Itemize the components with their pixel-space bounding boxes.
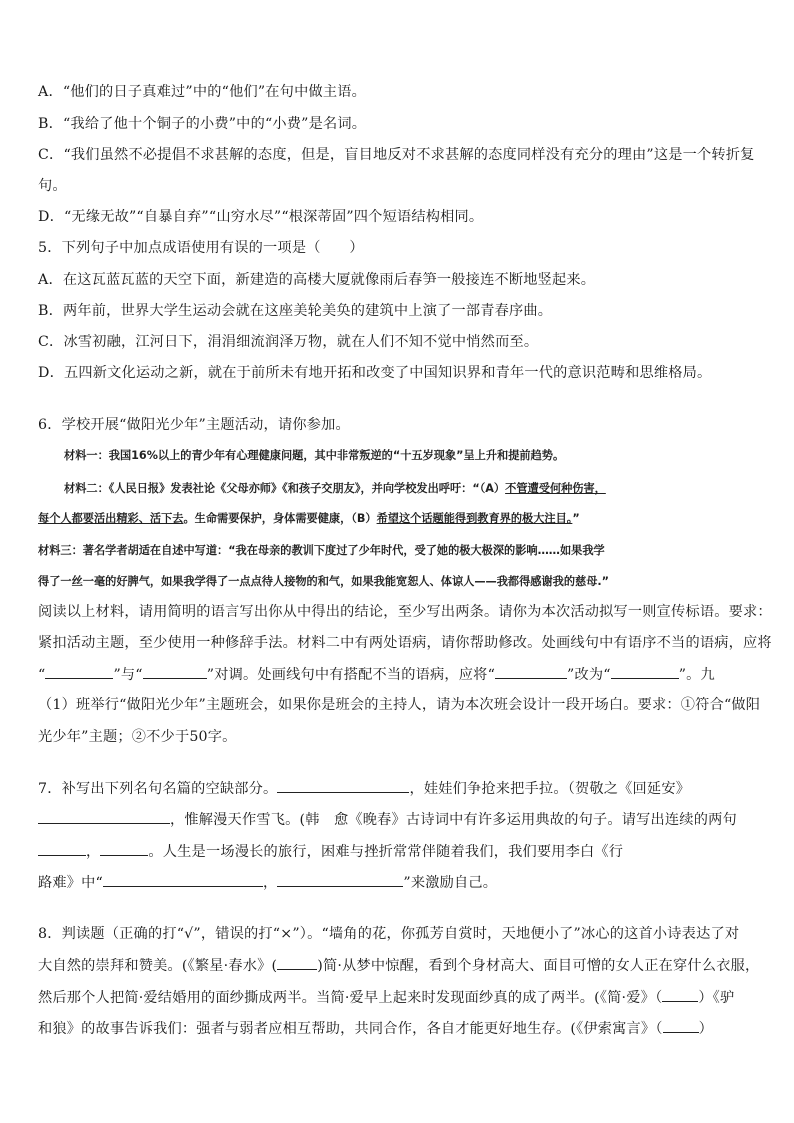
q8-line2: 大自然的崇拜和赞美。(《繁星·春水》( )简·从梦中惊醒，看到个身材高大、面目可憎的女人正在穿什么衣服， (38, 955, 759, 976)
q6-task-line1: 阅读以上材料，请用简明的语言写出你从中得出的结论，至少写出两条。请你为本次活动拟写一则宣传标语。要求： (38, 604, 772, 620)
q6-task-line5: 光少年”主题；②不少于50字。 (38, 729, 237, 745)
answer-blank[interactable] (277, 778, 409, 793)
q7-line3: ， 。人生是一场漫长的旅行，困难与挫折常常伴随着我们，我们要用李白《行 (38, 841, 623, 862)
answer-blank[interactable] (611, 664, 679, 679)
q7-line4: 路难》中“ ， ”来激励自己。 (38, 872, 497, 893)
q6-stem: 6．学校开展“做阳光少年”主题活动，请你参加。 (38, 417, 350, 433)
answer-blank[interactable] (495, 664, 567, 679)
answer-blank[interactable] (277, 955, 317, 970)
answer-blank[interactable] (663, 1018, 699, 1033)
material-three: 材料三：著名学者胡适在自述中写道：“我在母亲的教训下度过了少年时代，受了她的极大极深的影响……如果我学 (38, 544, 605, 557)
q7-line1: 7．补写出下列名句名篇的空缺部分。 ，娃娃们争抢来把手拉。（贺敬之《回延安》 (38, 778, 690, 799)
q8-line4: 和狼》的故事告诉我们：强者与弱者应相互帮助，共同合作，各自才能更好地生存。(《伊索寓言》（ ） (38, 1018, 713, 1039)
q5-option-d: D．五四新文化运动之新，就在于前所未有地开拓和改变了中国知识界和青年一代的意识范畴和思维格局。 (38, 365, 712, 381)
underlined-sentence-a1: 不管遭受何种伤害， (505, 482, 606, 495)
q4-option-a: A．“他们的日子真难过”中的“他们”在句中做主语。 (38, 84, 367, 100)
q5-option-a: A．在这瓦蓝瓦蓝的天空下面，新建造的高楼大厦就像雨后春笋一般接连不断地竖起来。 (38, 272, 596, 288)
answer-blank[interactable] (38, 841, 86, 856)
material-two-mid: 。生命需要保护，身体需要健康，（B） (183, 512, 377, 525)
q6-task-line4: （1）班举行“做阳光少年”主题班会，如果你是班会的主持人，请为本次班会设计一段开场白。要求：①符合“做阳 (38, 697, 761, 713)
q5-option-c: C．冰雪初融，江河日下，涓涓细流润泽万物，就在人们不知不觉中悄然而至。 (38, 334, 539, 350)
material-three-cont: 得了一丝一毫的好脾气，如果我学得了一点点待人接物的和气，如果我能宽恕人、体谅人——我都得感谢我的慈母.” (38, 575, 609, 588)
q5-option-b: B．两年前，世界大学生运动会就在这座美轮美奂的建筑中上演了一部青春序曲。 (38, 303, 553, 319)
underlined-sentence-a2: 每个人都要活出精彩、活下去 (38, 512, 184, 525)
q6-task-line2: 紧扣活动主题，至少使用一种修辞手法。材料二中有两处语病，请你帮助修改。处画线句中有语序不当的语病，应将 (38, 635, 772, 651)
answer-blank[interactable] (143, 664, 207, 679)
answer-blank[interactable] (103, 872, 263, 887)
material-one: 材料一：我国16%以上的青少年有心理健康问题，其中非常叛逆的“十五岁现象”呈上升和提前趋势。 (64, 449, 565, 462)
q8-line1: 8．判读题（正确的打“√”，错误的打“×”）。“墙角的花，你孤芳自赏时，天地便小了”冰心的这首小诗表达了对 (38, 926, 740, 942)
q4-option-b: B．“我给了他十个铜子的小费”中的“小费”是名词。 (38, 116, 367, 132)
answer-blank[interactable] (277, 872, 403, 887)
q8-line3: 然后那个人把简·爱结婚用的面纱撕成两半。当简·爱早上起来时发现面纱真的成了两半。(《简·爱》（ ）《驴 (38, 987, 734, 1008)
q7-line2: ，惟解漫天作雪飞。(韩 愈《晚春》古诗词中有许多运用典故的句子。请写出连续的两句 (38, 809, 737, 830)
underlined-sentence-b: 希望这个话题能得到教育界的极大注目。 (376, 512, 573, 525)
q4-option-d: D．“无缘无故”“自暴自弃”“山穷水尽”“根深蒂固”四个短语结构相同。 (38, 209, 484, 225)
answer-blank[interactable] (45, 664, 113, 679)
answer-blank[interactable] (100, 841, 148, 856)
q4-option-c-cont: 句。 (38, 178, 67, 194)
answer-blank[interactable] (38, 809, 170, 824)
q5-stem: 5．下列句子中加点成语使用有误的一项是（ ） (38, 240, 364, 256)
material-two-cont (38, 510, 580, 528)
material-two-end: ” (572, 512, 580, 525)
q4-option-c: C．“我们虽然不必提倡不求甚解的态度，但是，盲目地反对不求甚解的态度同样没有充分的理由”这是一个转折复 (38, 147, 755, 163)
q6-task-line3: “ ”与“ ”对调。处画线句中有搭配不当的语病，应将“ ”改为“ ”。九 (38, 664, 715, 685)
answer-blank[interactable] (662, 987, 698, 1002)
material-two (64, 480, 606, 498)
material-two-intro: 材料二：《人民日报》发表社论《父母亦师》《和孩子交朋友》，并向学校发出呼吁：“（A） (64, 482, 506, 495)
